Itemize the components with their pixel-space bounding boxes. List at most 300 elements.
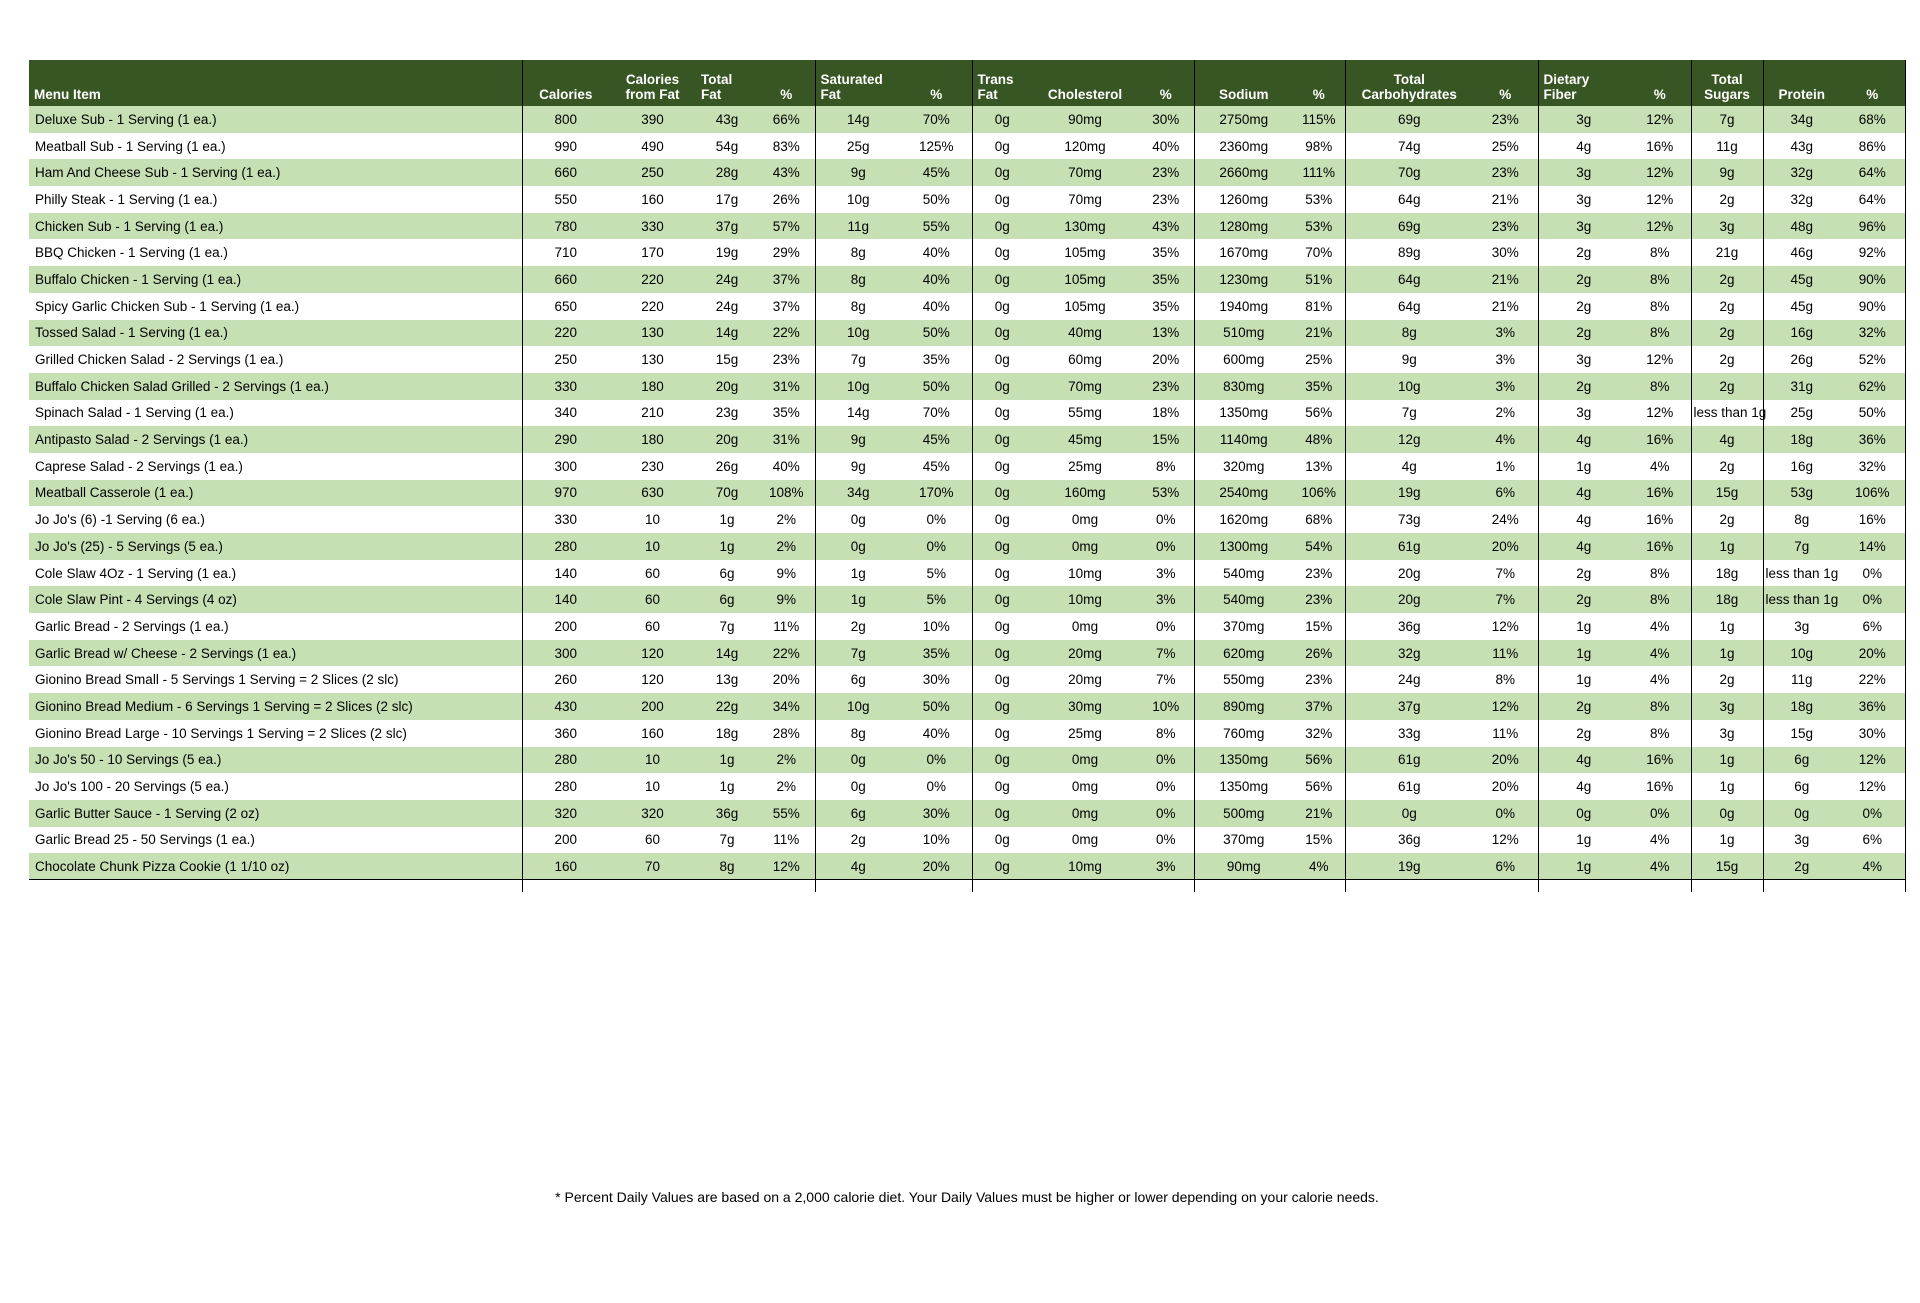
nutrition-value: 32g: [1763, 159, 1840, 186]
nutrition-value: 330: [522, 506, 609, 533]
nutrition-value: 0%: [926, 512, 946, 528]
column-header-protein-pct: [1840, 60, 1905, 106]
nutrition-value: 10%: [922, 618, 950, 634]
nutrition-value: 4g: [1538, 773, 1629, 800]
nutrition-value: 2%: [758, 533, 815, 560]
menu-item-name: Garlic Bread - 2 Servings (1 ea.): [35, 618, 229, 634]
nutrition-value: 16%: [1629, 426, 1691, 453]
nutrition-value: 3g: [1763, 613, 1840, 640]
nutrition-value: 15%: [1305, 832, 1333, 848]
nutrition-value: 98%: [1305, 138, 1333, 154]
nutrition-value: 13%: [1138, 320, 1194, 347]
nutrition-value: 7g: [719, 832, 735, 848]
nutrition-value: 1350mg: [1194, 400, 1293, 427]
menu-item-row: [29, 533, 1905, 560]
nutrition-value: 11%: [1492, 725, 1519, 741]
nutrition-value: 12%: [1629, 159, 1691, 186]
column-header-line: from Fat: [625, 86, 680, 102]
nutrition-value: 96%: [1840, 213, 1905, 240]
nutrition-value: 660: [522, 266, 609, 293]
nutrition-value: 6g: [719, 565, 735, 581]
nutrition-value: 6g: [815, 666, 901, 693]
nutrition-value: 19g: [1345, 480, 1473, 507]
nutrition-value: 40%: [922, 245, 950, 261]
nutrition-value: 0%: [1138, 747, 1194, 774]
nutrition-value: 8%: [1649, 298, 1670, 314]
nutrition-value: 2g: [1691, 666, 1763, 693]
nutrition-value: 15g: [1691, 853, 1763, 880]
nutrition-value: 500mg: [1194, 800, 1293, 827]
nutrition-value: 21%: [1491, 191, 1519, 207]
nutrition-value: 1670mg: [1194, 239, 1293, 266]
column-header-total-fat: [696, 60, 758, 106]
nutrition-value: 3g: [1538, 400, 1629, 427]
nutrition-value: 0g: [972, 506, 1032, 533]
nutrition-value: 4%: [1629, 640, 1691, 667]
nutrition-value: 8g: [815, 266, 901, 293]
bottom-rule-segment: [1138, 880, 1194, 892]
nutrition-value: 36%: [1840, 693, 1905, 720]
nutrition-value: 7g: [815, 346, 901, 373]
nutrition-value: 60: [644, 565, 661, 581]
nutrition-value: 2660mg: [1194, 159, 1293, 186]
nutrition-value: 22%: [758, 320, 815, 347]
menu-item-name: Spinach Salad - 1 Serving (1 ea.): [35, 405, 234, 421]
nutrition-value: 20%: [1473, 747, 1538, 774]
nutrition-value: 45mg: [1032, 426, 1138, 453]
nutrition-value: 20%: [1840, 640, 1905, 667]
nutrition-value: 15%: [1305, 618, 1333, 634]
menu-item-row: [29, 266, 1905, 293]
column-header-line: Calories: [539, 86, 593, 102]
nutrition-value: 105mg: [1064, 298, 1106, 314]
nutrition-value: 760mg: [1194, 720, 1293, 747]
nutrition-value: 160mg: [1032, 480, 1138, 507]
nutrition-value: 540mg: [1194, 586, 1293, 613]
nutrition-value: 4%: [1473, 426, 1538, 453]
menu-item-name: Garlic Bread 25 - 50 Servings (1 ea.): [35, 832, 255, 848]
nutrition-value: 23%: [1473, 213, 1538, 240]
nutrition-sheet: [29, 60, 1905, 1205]
nutrition-value: 0g: [972, 773, 1032, 800]
nutrition-value: 170%: [901, 480, 972, 507]
bottom-rule-segment: [815, 880, 901, 892]
nutrition-value: 24g: [1345, 666, 1473, 693]
nutrition-value: 70%: [901, 106, 972, 133]
nutrition-value: 2360mg: [1194, 133, 1293, 160]
nutrition-value: 115%: [1293, 106, 1345, 133]
nutrition-value: 0g: [1691, 800, 1763, 827]
menu-item-row: [29, 480, 1905, 507]
menu-item-name: Jo Jo's (6) -1 Serving (6 ea.): [35, 512, 205, 528]
nutrition-value: 0%: [1138, 533, 1194, 560]
column-header-dietary-fiber-pct: [1629, 60, 1691, 106]
nutrition-value: 1g: [719, 779, 735, 795]
nutrition-value: 0g: [972, 426, 1032, 453]
nutrition-value: 10: [609, 533, 696, 560]
nutrition-value: 0%: [1138, 800, 1194, 827]
nutrition-value: 32%: [1305, 725, 1333, 741]
menu-item-name: Deluxe Sub - 1 Serving (1 ea.): [29, 106, 522, 133]
nutrition-value: 9g: [1691, 159, 1763, 186]
nutrition-value: 45g: [1763, 293, 1840, 320]
nutrition-value: 35%: [1152, 298, 1180, 314]
nutrition-value: 106%: [1840, 480, 1905, 507]
bottom-rule-segment: [29, 880, 522, 892]
column-header-line: %: [780, 86, 793, 102]
nutrition-value: 4%: [1649, 832, 1670, 848]
nutrition-value: 53%: [1305, 191, 1333, 207]
nutrition-value: 0g: [972, 213, 1032, 240]
nutrition-value: 200: [609, 693, 696, 720]
nutrition-value: 66%: [758, 106, 815, 133]
nutrition-value: 1230mg: [1194, 266, 1293, 293]
nutrition-value: 10%: [922, 832, 950, 848]
nutrition-value: 630: [609, 480, 696, 507]
nutrition-value: 6%: [1840, 827, 1905, 854]
nutrition-value: 8%: [1649, 565, 1670, 581]
nutrition-value: 340: [522, 400, 609, 427]
nutrition-value: 3%: [1138, 586, 1194, 613]
column-header-line: Sodium: [1219, 86, 1269, 102]
nutrition-value: 120mg: [1064, 138, 1106, 154]
nutrition-value: 83%: [772, 138, 800, 154]
bottom-rule-segment: [901, 880, 972, 892]
nutrition-value: 64%: [1840, 159, 1905, 186]
nutrition-value: 8%: [1629, 693, 1691, 720]
nutrition-value: 0mg: [1032, 533, 1138, 560]
nutrition-value: 430: [522, 693, 609, 720]
nutrition-value: 23%: [1305, 672, 1333, 688]
nutrition-value: 73g: [1345, 506, 1473, 533]
nutrition-value: 52%: [1840, 346, 1905, 373]
nutrition-value: 23%: [1138, 159, 1194, 186]
nutrition-value: 43g: [696, 106, 758, 133]
column-header-menu-item: [29, 60, 522, 106]
nutrition-value: 10g: [1763, 640, 1840, 667]
nutrition-value: 0%: [1155, 779, 1176, 795]
nutrition-value: 0g: [972, 133, 1032, 160]
nutrition-value: 1g: [1691, 773, 1763, 800]
column-header-line: Cholesterol: [1047, 86, 1123, 102]
menu-item-name: Garlic Bread w/ Cheese - 2 Servings (1 ea.): [29, 640, 522, 667]
nutrition-value: 600mg: [1194, 346, 1293, 373]
nutrition-value: 650: [522, 293, 609, 320]
nutrition-value: 55%: [758, 800, 815, 827]
menu-item-name: Caprese Salad - 2 Servings (1 ea.): [35, 458, 243, 474]
nutrition-value: 0mg: [1071, 832, 1099, 848]
nutrition-value: 800: [522, 106, 609, 133]
nutrition-value: 20mg: [1032, 640, 1138, 667]
nutrition-value: 1%: [1495, 458, 1515, 474]
nutrition-value: 30%: [901, 800, 972, 827]
column-header-saturated-fat: [815, 60, 901, 106]
nutrition-value: 23%: [772, 352, 800, 368]
column-header-line: %: [1499, 86, 1512, 102]
nutrition-value: 7g: [1691, 106, 1763, 133]
nutrition-value: 86%: [1840, 133, 1905, 160]
nutrition-value: 1260mg: [1194, 186, 1293, 213]
menu-item-name: Meatball Sub - 1 Serving (1 ea.): [35, 138, 226, 154]
nutrition-value: 11%: [773, 618, 800, 634]
nutrition-value: 170: [641, 245, 664, 261]
nutrition-value: 1140mg: [1194, 426, 1293, 453]
nutrition-value: 1g: [696, 747, 758, 774]
nutrition-value: 21%: [1473, 266, 1538, 293]
column-header-total-carbohydrates-pct: [1473, 60, 1538, 106]
nutrition-value: 25mg: [1068, 458, 1102, 474]
nutrition-value: 23%: [1152, 191, 1180, 207]
nutrition-value: 220: [641, 298, 664, 314]
nutrition-value: 53g: [1763, 480, 1840, 507]
nutrition-value: 15%: [1138, 426, 1194, 453]
nutrition-value: 34%: [758, 693, 815, 720]
menu-item-name: Tossed Salad - 1 Serving (1 ea.): [29, 320, 522, 347]
nutrition-value: 35%: [1152, 245, 1180, 261]
nutrition-value: 8%: [1629, 266, 1691, 293]
nutrition-value: 24g: [715, 298, 739, 314]
nutrition-value: 0mg: [1032, 800, 1138, 827]
column-header-line: Calories: [625, 71, 680, 87]
nutrition-value: 7%: [1138, 640, 1194, 667]
nutrition-value: 2g: [1691, 506, 1763, 533]
nutrition-value: 50%: [1840, 400, 1905, 427]
menu-item-row: [29, 560, 1905, 587]
nutrition-value: 7%: [1155, 672, 1176, 688]
nutrition-value: 90%: [1840, 293, 1905, 320]
nutrition-value: 10g: [815, 186, 901, 213]
menu-item-row: [29, 106, 1905, 133]
nutrition-value: 70mg: [1032, 159, 1138, 186]
nutrition-value: 7g: [815, 640, 901, 667]
nutrition-value: 7%: [1495, 565, 1515, 581]
bottom-rule-segment: [522, 880, 609, 892]
nutrition-value: 260: [522, 666, 609, 693]
nutrition-value: 0g: [972, 373, 1032, 400]
nutrition-value: 50%: [901, 373, 972, 400]
column-header-line: Saturated: [820, 71, 883, 87]
column-header-line: Total: [701, 71, 733, 87]
nutrition-value: 0g: [972, 159, 1032, 186]
nutrition-value: 10mg: [1032, 586, 1138, 613]
nutrition-value: 8%: [1155, 725, 1176, 741]
nutrition-value: 210: [641, 405, 664, 421]
nutrition-value: 1350mg: [1194, 773, 1293, 800]
nutrition-value: 56%: [1305, 405, 1333, 421]
nutrition-value: 8%: [1649, 245, 1670, 261]
nutrition-value: 74g: [1345, 133, 1473, 160]
nutrition-value: 3%: [1138, 853, 1194, 880]
nutrition-value: 16%: [1629, 747, 1691, 774]
nutrition-value: 0g: [972, 346, 1032, 373]
nutrition-value: 1g: [1538, 453, 1629, 480]
nutrition-value: 9g: [815, 453, 901, 480]
nutrition-value: 51%: [1293, 266, 1345, 293]
nutrition-value: 300: [522, 453, 609, 480]
menu-item-row: [29, 586, 1905, 613]
nutrition-value: 0%: [901, 747, 972, 774]
nutrition-value: 8g: [1763, 506, 1840, 533]
nutrition-value: 36g: [696, 800, 758, 827]
nutrition-value: 6g: [1763, 773, 1840, 800]
menu-item-name: Grilled Chicken Salad - 2 Servings (1 ea.): [35, 352, 284, 368]
nutrition-value: 34g: [815, 480, 901, 507]
nutrition-value: 16%: [1646, 512, 1674, 528]
nutrition-value: 35%: [1293, 373, 1345, 400]
nutrition-value: 0g: [972, 106, 1032, 133]
nutrition-value: 16%: [1629, 480, 1691, 507]
nutrition-value: 4%: [1649, 618, 1670, 634]
nutrition-value: 1g: [1538, 640, 1629, 667]
nutrition-value: 1g: [719, 512, 735, 528]
nutrition-value: 106%: [1293, 480, 1345, 507]
nutrition-value: 12%: [1491, 832, 1519, 848]
nutrition-value: 0g: [815, 773, 901, 800]
nutrition-value: 7g: [1763, 533, 1840, 560]
nutrition-value: 43%: [758, 159, 815, 186]
nutrition-value: 2g: [1538, 293, 1629, 320]
menu-item-row: [29, 400, 1905, 427]
menu-item-name: Jo Jo's 100 - 20 Servings (5 ea.): [35, 779, 229, 795]
nutrition-value: 43g: [1763, 133, 1840, 160]
nutrition-value: 45g: [1763, 266, 1840, 293]
nutrition-value: 54g: [715, 138, 739, 154]
menu-item-name: Jo Jo's (25) - 5 Servings (5 ea.): [29, 533, 522, 560]
nutrition-value: 0g: [1345, 800, 1473, 827]
column-header-saturated-fat-pct: [901, 60, 972, 106]
nutrition-value: 280: [522, 747, 609, 774]
nutrition-value: 0%: [1473, 800, 1538, 827]
nutrition-value: 4g: [1345, 453, 1473, 480]
bottom-rule-segment: [972, 880, 1032, 892]
nutrition-value: 4g: [1538, 533, 1629, 560]
nutrition-value: 1300mg: [1194, 533, 1293, 560]
nutrition-value: 16%: [1646, 138, 1674, 154]
nutrition-value: 14%: [1840, 533, 1905, 560]
nutrition-value: 12%: [1629, 213, 1691, 240]
nutrition-value: 22%: [758, 640, 815, 667]
nutrition-value: 2g: [815, 613, 901, 640]
menu-item-name: Cole Slaw 4Oz - 1 Serving (1 ea.): [35, 565, 237, 581]
nutrition-value: 12%: [1840, 773, 1905, 800]
nutrition-value: 35%: [1138, 266, 1194, 293]
nutrition-value: 16%: [1840, 506, 1905, 533]
nutrition-value: 18g: [1763, 693, 1840, 720]
nutrition-value: 11%: [1473, 640, 1538, 667]
bottom-rule-segment: [1763, 880, 1840, 892]
bottom-rule-segment: [1293, 880, 1345, 892]
nutrition-value: 7g: [1345, 400, 1473, 427]
column-header-line: Protein: [1778, 86, 1825, 102]
nutrition-value: 3%: [1495, 352, 1515, 368]
nutrition-value: 2g: [1691, 293, 1763, 320]
column-header-line: Sugars: [1704, 86, 1750, 102]
nutrition-value: 1g: [1538, 613, 1629, 640]
nutrition-value: 31g: [1763, 373, 1840, 400]
nutrition-value: 0g: [972, 533, 1032, 560]
nutrition-value: 64%: [1840, 186, 1905, 213]
nutrition-value: 160: [641, 725, 664, 741]
nutrition-value: 8%: [1495, 672, 1515, 688]
nutrition-value: 4%: [1629, 853, 1691, 880]
nutrition-value: 9g: [815, 159, 901, 186]
nutrition-value: 0g: [972, 800, 1032, 827]
nutrition-value: 2g: [1691, 186, 1763, 213]
nutrition-value: 1g: [815, 586, 901, 613]
nutrition-value: 20g: [1345, 586, 1473, 613]
nutrition-value: 30%: [1840, 720, 1905, 747]
menu-item-name: Jo Jo's 50 - 10 Servings (5 ea.): [29, 747, 522, 774]
nutrition-value: 280: [522, 533, 609, 560]
nutrition-value: 20%: [772, 672, 800, 688]
nutrition-value: 0g: [972, 853, 1032, 880]
menu-item-row: [29, 773, 1905, 800]
nutrition-value: 61g: [1345, 533, 1473, 560]
nutrition-value: 2g: [1691, 453, 1763, 480]
nutrition-value: 92%: [1840, 239, 1905, 266]
nutrition-value: 490: [641, 138, 664, 154]
nutrition-value: less than 1g: [1691, 400, 1763, 427]
nutrition-value: 2%: [776, 512, 796, 528]
nutrition-value: 64g: [1345, 266, 1473, 293]
nutrition-value: 14g: [696, 320, 758, 347]
nutrition-value: 15g: [715, 352, 739, 368]
nutrition-value: 10mg: [1032, 853, 1138, 880]
nutrition-value: 70g: [1345, 159, 1473, 186]
bottom-rule-segment: [1194, 880, 1293, 892]
nutrition-value: 300: [522, 640, 609, 667]
nutrition-value: 90mg: [1194, 853, 1293, 880]
bottom-rule-segment: [758, 880, 815, 892]
menu-item-name: Chocolate Chunk Pizza Cookie (1 1/10 oz): [29, 853, 522, 880]
nutrition-value: 550mg: [1194, 666, 1293, 693]
nutrition-value: 0g: [1763, 800, 1840, 827]
column-header-line: Dietary Fiber: [1543, 71, 1590, 102]
nutrition-value: 180: [609, 373, 696, 400]
nutrition-value: 0g: [972, 827, 1032, 854]
nutrition-value: 1g: [1538, 853, 1629, 880]
nutrition-value: 25mg: [1068, 725, 1102, 741]
nutrition-value: 1g: [696, 533, 758, 560]
nutrition-value: 18g: [715, 725, 739, 741]
nutrition-value: 32%: [1840, 453, 1905, 480]
nutrition-value: 660: [522, 159, 609, 186]
nutrition-value: 130: [641, 352, 664, 368]
menu-item-name: Chicken Sub - 1 Serving (1 ea.): [29, 213, 522, 240]
nutrition-value: 25g: [815, 133, 901, 160]
bottom-rule-segment: [696, 880, 758, 892]
menu-item-row: [29, 666, 1905, 693]
nutrition-value: 40%: [922, 298, 950, 314]
nutrition-value: 0%: [1840, 800, 1905, 827]
menu-item-row: [29, 693, 1905, 720]
nutrition-value: 550: [522, 186, 609, 213]
nutrition-value: 8g: [815, 293, 901, 320]
nutrition-value: 14g: [815, 400, 901, 427]
nutrition-value: 26g: [715, 458, 739, 474]
nutrition-value: 20g: [696, 426, 758, 453]
nutrition-value: 56%: [1305, 779, 1333, 795]
column-header-calories-from-fat: [609, 60, 696, 106]
nutrition-value: 2g: [1538, 586, 1629, 613]
nutrition-value: 81%: [1305, 298, 1333, 314]
nutrition-value: 3%: [1473, 320, 1538, 347]
nutrition-value: 0g: [972, 666, 1032, 693]
nutrition-value: 5%: [901, 586, 972, 613]
nutrition-value: 0%: [1629, 800, 1691, 827]
column-header-line: Fat: [977, 86, 998, 102]
nutrition-value: 40%: [922, 725, 950, 741]
